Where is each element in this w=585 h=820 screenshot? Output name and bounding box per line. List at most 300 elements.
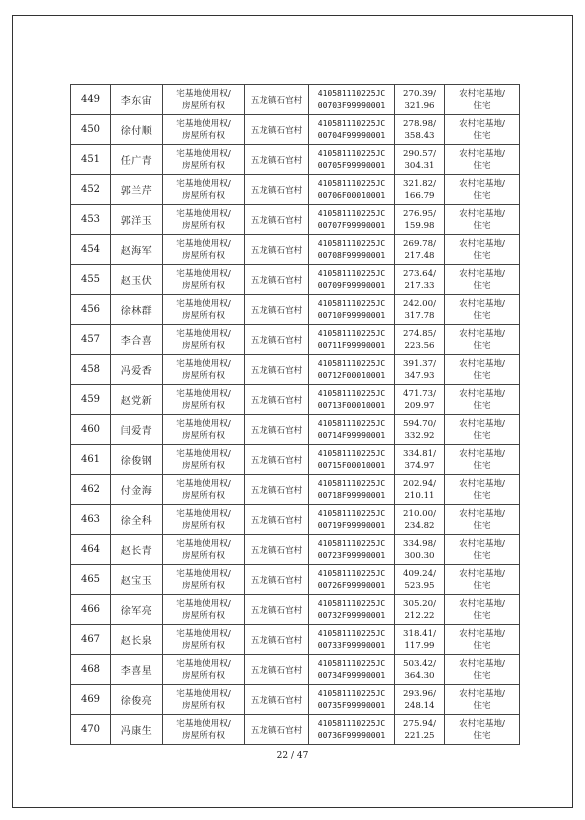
- row-number: 462: [71, 475, 111, 505]
- usage-line2: 住宅: [473, 520, 491, 531]
- unit-code: [309, 295, 395, 325]
- location: 五龙镇石官村: [245, 685, 309, 715]
- land-area: 202.94/: [403, 478, 436, 489]
- building-area: 117.99: [404, 640, 435, 651]
- usage: [445, 325, 520, 355]
- right-type: [163, 235, 245, 265]
- right-type-line1: 宅基地使用权/: [176, 448, 231, 459]
- unit-code-line1: 410581110225JC: [317, 598, 386, 608]
- unit-code-line1: 410581110225JC: [317, 538, 386, 548]
- row-number: 470: [71, 715, 111, 745]
- unit-code-line2: 00733F99990001: [317, 640, 386, 650]
- usage-line1: 农村宅基地/: [459, 208, 505, 219]
- location: 五龙镇石官村: [245, 385, 309, 415]
- usage-line2: 住宅: [473, 130, 491, 141]
- land-area: 594.70/: [403, 418, 436, 429]
- row-number: 467: [71, 625, 111, 655]
- land-area: 290.57/: [403, 148, 436, 159]
- right-type-line1: 宅基地使用权/: [176, 688, 231, 699]
- unit-code-line1: 410581110225JC: [317, 718, 386, 728]
- usage: [445, 715, 520, 745]
- row-number: 455: [71, 265, 111, 295]
- location: 五龙镇石官村: [245, 205, 309, 235]
- location: 五龙镇石官村: [245, 535, 309, 565]
- unit-code: [309, 655, 395, 685]
- right-type-line2: 房屋所有权: [182, 370, 225, 381]
- holder-name: 郭兰芹: [111, 175, 163, 205]
- usage-line1: 农村宅基地/: [459, 238, 505, 249]
- unit-code-line1: 410581110225JC: [317, 148, 386, 158]
- building-area: 234.82: [404, 520, 435, 531]
- usage: [445, 475, 520, 505]
- right-type-line2: 房屋所有权: [182, 160, 225, 171]
- usage-line2: 住宅: [473, 280, 491, 291]
- unit-code-line2: 00732F99990001: [317, 610, 386, 620]
- land-area: 305.20/: [403, 598, 436, 609]
- land-area: 278.98/: [403, 118, 436, 129]
- table-row: [71, 655, 520, 685]
- table-row: [71, 445, 520, 475]
- building-area: 347.93: [404, 370, 435, 381]
- unit-code-line1: 410581110225JC: [317, 328, 386, 338]
- usage-line1: 农村宅基地/: [459, 688, 505, 699]
- row-number: 452: [71, 175, 111, 205]
- usage-line1: 农村宅基地/: [459, 538, 505, 549]
- holder-name: 徐军亮: [111, 595, 163, 625]
- usage-line2: 住宅: [473, 400, 491, 411]
- right-type: [163, 625, 245, 655]
- building-area: 209.97: [404, 400, 435, 411]
- usage-line2: 住宅: [473, 430, 491, 441]
- right-type-line1: 宅基地使用权/: [176, 658, 231, 669]
- holder-name: 赵海军: [111, 235, 163, 265]
- building-area: 166.79: [404, 190, 435, 201]
- location: 五龙镇石官村: [245, 295, 309, 325]
- unit-code: [309, 595, 395, 625]
- unit-code-line2: 00715F00010001: [317, 460, 386, 470]
- area: [395, 595, 445, 625]
- location: 五龙镇石官村: [245, 625, 309, 655]
- location: 五龙镇石官村: [245, 715, 309, 745]
- usage-line1: 农村宅基地/: [459, 88, 505, 99]
- right-type-line2: 房屋所有权: [182, 220, 225, 231]
- right-type: [163, 715, 245, 745]
- holder-name: 徐俊亮: [111, 685, 163, 715]
- table-body: [71, 85, 520, 745]
- building-area: 317.78: [404, 310, 435, 321]
- holder-name: 赵长泉: [111, 625, 163, 655]
- right-type-line2: 房屋所有权: [182, 190, 225, 201]
- land-area: 391.37/: [403, 358, 436, 369]
- location: 五龙镇石官村: [245, 115, 309, 145]
- row-number: 463: [71, 505, 111, 535]
- area: [395, 205, 445, 235]
- area: [395, 625, 445, 655]
- right-type: [163, 685, 245, 715]
- table-row: [71, 505, 520, 535]
- usage: [445, 655, 520, 685]
- location: 五龙镇石官村: [245, 145, 309, 175]
- table-row: [71, 415, 520, 445]
- holder-name: 赵玉伏: [111, 265, 163, 295]
- location: 五龙镇石官村: [245, 595, 309, 625]
- holder-name: 徐俊钢: [111, 445, 163, 475]
- row-number: 449: [71, 85, 111, 115]
- land-area: 269.78/: [403, 238, 436, 249]
- area: [395, 475, 445, 505]
- usage-line1: 农村宅基地/: [459, 478, 505, 489]
- right-type: [163, 535, 245, 565]
- right-type-line2: 房屋所有权: [182, 460, 225, 471]
- row-number: 459: [71, 385, 111, 415]
- holder-name: 闫爱青: [111, 415, 163, 445]
- unit-code-line1: 410581110225JC: [317, 658, 386, 668]
- usage-line2: 住宅: [473, 340, 491, 351]
- unit-code-line2: 00719F99990001: [317, 520, 386, 530]
- table-row: [71, 595, 520, 625]
- unit-code-line2: 00713F00010001: [317, 400, 386, 410]
- unit-code-line1: 410581110225JC: [317, 178, 386, 188]
- building-area: 523.95: [404, 580, 435, 591]
- unit-code: [309, 205, 395, 235]
- unit-code-line1: 410581110225JC: [317, 628, 386, 638]
- land-area: 318.41/: [403, 628, 436, 639]
- building-area: 300.30: [404, 550, 435, 561]
- right-type: [163, 505, 245, 535]
- unit-code-line2: 00736F99990001: [317, 730, 386, 740]
- location: 五龙镇石官村: [245, 505, 309, 535]
- usage: [445, 145, 520, 175]
- location: 五龙镇石官村: [245, 175, 309, 205]
- unit-code: [309, 625, 395, 655]
- usage: [445, 445, 520, 475]
- usage-line2: 住宅: [473, 490, 491, 501]
- usage: [445, 205, 520, 235]
- unit-code: [309, 85, 395, 115]
- usage-line2: 住宅: [473, 460, 491, 471]
- table-row: [71, 535, 520, 565]
- usage-line2: 住宅: [473, 310, 491, 321]
- usage-line1: 农村宅基地/: [459, 598, 505, 609]
- location: 五龙镇石官村: [245, 415, 309, 445]
- location: 五龙镇石官村: [245, 445, 309, 475]
- holder-name: 徐林群: [111, 295, 163, 325]
- usage: [445, 385, 520, 415]
- land-area: 321.82/: [403, 178, 436, 189]
- unit-code-line2: 00709F99990001: [317, 280, 386, 290]
- unit-code-line2: 00711F99990001: [317, 340, 386, 350]
- unit-code-line2: 00703F99990001: [317, 100, 386, 110]
- area: [395, 415, 445, 445]
- usage-line1: 农村宅基地/: [459, 388, 505, 399]
- unit-code-line1: 410581110225JC: [317, 418, 386, 428]
- usage-line2: 住宅: [473, 220, 491, 231]
- building-area: 304.31: [404, 160, 435, 171]
- right-type-line2: 房屋所有权: [182, 610, 225, 621]
- unit-code-line2: 00705F99990001: [317, 160, 386, 170]
- land-area: 293.96/: [403, 688, 436, 699]
- area: [395, 325, 445, 355]
- unit-code-line2: 00708F99990001: [317, 250, 386, 260]
- right-type-line1: 宅基地使用权/: [176, 538, 231, 549]
- holder-name: 赵党新: [111, 385, 163, 415]
- usage-line2: 住宅: [473, 370, 491, 381]
- usage-line2: 住宅: [473, 640, 491, 651]
- unit-code-line2: 00707F99990001: [317, 220, 386, 230]
- unit-code-line1: 410581110225JC: [317, 448, 386, 458]
- area: [395, 145, 445, 175]
- table-row: [71, 355, 520, 385]
- right-type-line2: 房屋所有权: [182, 670, 225, 681]
- holder-name: 赵宝玉: [111, 565, 163, 595]
- usage: [445, 535, 520, 565]
- holder-name: 郭洋玉: [111, 205, 163, 235]
- row-number: 458: [71, 355, 111, 385]
- table-row: [71, 85, 520, 115]
- row-number: 450: [71, 115, 111, 145]
- right-type-line1: 宅基地使用权/: [176, 298, 231, 309]
- location: 五龙镇石官村: [245, 265, 309, 295]
- right-type: [163, 295, 245, 325]
- table-row: [71, 235, 520, 265]
- unit-code-line2: 00712F00010001: [317, 370, 386, 380]
- unit-code-line1: 410581110225JC: [317, 238, 386, 248]
- right-type-line1: 宅基地使用权/: [176, 388, 231, 399]
- building-area: 212.22: [404, 610, 435, 621]
- usage: [445, 235, 520, 265]
- right-type-line2: 房屋所有权: [182, 640, 225, 651]
- table-row: [71, 265, 520, 295]
- usage-line1: 农村宅基地/: [459, 418, 505, 429]
- building-area: 221.25: [404, 730, 435, 741]
- unit-code-line1: 410581110225JC: [317, 118, 386, 128]
- area: [395, 115, 445, 145]
- building-area: 210.11: [404, 490, 435, 501]
- unit-code-line1: 410581110225JC: [317, 688, 386, 698]
- row-number: 456: [71, 295, 111, 325]
- holder-name: 赵长青: [111, 535, 163, 565]
- unit-code: [309, 235, 395, 265]
- right-type: [163, 355, 245, 385]
- land-area: 273.64/: [403, 268, 436, 279]
- building-area: 374.97: [404, 460, 435, 471]
- row-number: 468: [71, 655, 111, 685]
- right-type-line1: 宅基地使用权/: [176, 418, 231, 429]
- row-number: 453: [71, 205, 111, 235]
- table-row: [71, 205, 520, 235]
- table-row: [71, 295, 520, 325]
- usage-line2: 住宅: [473, 550, 491, 561]
- area: [395, 385, 445, 415]
- building-area: 364.30: [404, 670, 435, 681]
- unit-code-line2: 00706F00010001: [317, 190, 386, 200]
- right-type-line2: 房屋所有权: [182, 520, 225, 531]
- right-type: [163, 385, 245, 415]
- right-type-line1: 宅基地使用权/: [176, 118, 231, 129]
- usage: [445, 85, 520, 115]
- right-type-line2: 房屋所有权: [182, 550, 225, 561]
- right-type-line2: 房屋所有权: [182, 580, 225, 591]
- row-number: 460: [71, 415, 111, 445]
- right-type: [163, 265, 245, 295]
- right-type-line1: 宅基地使用权/: [176, 358, 231, 369]
- row-number: 457: [71, 325, 111, 355]
- unit-code: [309, 685, 395, 715]
- area: [395, 715, 445, 745]
- right-type-line2: 房屋所有权: [182, 250, 225, 261]
- right-type-line1: 宅基地使用权/: [176, 568, 231, 579]
- building-area: 217.33: [404, 280, 435, 291]
- right-type: [163, 415, 245, 445]
- holder-name: 李东宙: [111, 85, 163, 115]
- right-type-line1: 宅基地使用权/: [176, 478, 231, 489]
- table-row: [71, 325, 520, 355]
- land-area: 334.81/: [403, 448, 436, 459]
- location: 五龙镇石官村: [245, 235, 309, 265]
- right-type-line2: 房屋所有权: [182, 490, 225, 501]
- usage-line1: 农村宅基地/: [459, 148, 505, 159]
- right-type-line2: 房屋所有权: [182, 400, 225, 411]
- unit-code: [309, 385, 395, 415]
- usage-line1: 农村宅基地/: [459, 328, 505, 339]
- unit-code-line2: 00734F99990001: [317, 670, 386, 680]
- right-type: [163, 445, 245, 475]
- area: [395, 175, 445, 205]
- unit-code-line2: 00726F99990001: [317, 580, 386, 590]
- table-row: [71, 145, 520, 175]
- land-area: 270.39/: [403, 88, 436, 99]
- usage: [445, 685, 520, 715]
- right-type-line1: 宅基地使用权/: [176, 208, 231, 219]
- usage-line1: 农村宅基地/: [459, 448, 505, 459]
- right-type: [163, 655, 245, 685]
- location: 五龙镇石官村: [245, 475, 309, 505]
- table-row: [71, 175, 520, 205]
- area: [395, 535, 445, 565]
- right-type-line2: 房屋所有权: [182, 280, 225, 291]
- table-row: [71, 715, 520, 745]
- right-type: [163, 145, 245, 175]
- usage-line2: 住宅: [473, 100, 491, 111]
- right-type-line1: 宅基地使用权/: [176, 238, 231, 249]
- area: [395, 685, 445, 715]
- area: [395, 445, 445, 475]
- unit-code-line2: 00714F99990001: [317, 430, 386, 440]
- usage: [445, 355, 520, 385]
- usage: [445, 625, 520, 655]
- building-area: 159.98: [404, 220, 435, 231]
- area: [395, 505, 445, 535]
- holder-name: 冯爱香: [111, 355, 163, 385]
- right-type-line1: 宅基地使用权/: [176, 178, 231, 189]
- area: [395, 235, 445, 265]
- area: [395, 295, 445, 325]
- usage-line1: 农村宅基地/: [459, 298, 505, 309]
- right-type-line1: 宅基地使用权/: [176, 628, 231, 639]
- right-type-line1: 宅基地使用权/: [176, 148, 231, 159]
- usage-line1: 农村宅基地/: [459, 508, 505, 519]
- unit-code-line2: 00718F99990001: [317, 490, 386, 500]
- usage-line1: 农村宅基地/: [459, 118, 505, 129]
- unit-code-line1: 410581110225JC: [317, 568, 386, 578]
- unit-code: [309, 505, 395, 535]
- unit-code: [309, 565, 395, 595]
- building-area: 248.14: [404, 700, 435, 711]
- land-area: 503.42/: [403, 658, 436, 669]
- unit-code-line1: 410581110225JC: [317, 358, 386, 368]
- location: 五龙镇石官村: [245, 85, 309, 115]
- area: [395, 565, 445, 595]
- row-number: 464: [71, 535, 111, 565]
- holder-name: 徐全科: [111, 505, 163, 535]
- holder-name: 付金海: [111, 475, 163, 505]
- table-row: [71, 475, 520, 505]
- unit-code-line2: 00735F99990001: [317, 700, 386, 710]
- right-type: [163, 595, 245, 625]
- right-type: [163, 205, 245, 235]
- table-row: [71, 385, 520, 415]
- unit-code-line2: 00710F99990001: [317, 310, 386, 320]
- usage-line1: 农村宅基地/: [459, 718, 505, 729]
- right-type: [163, 475, 245, 505]
- row-number: 451: [71, 145, 111, 175]
- land-area: 242.00/: [403, 298, 436, 309]
- unit-code-line1: 410581110225JC: [317, 478, 386, 488]
- right-type-line1: 宅基地使用权/: [176, 88, 231, 99]
- usage-line1: 农村宅基地/: [459, 178, 505, 189]
- table-row: [71, 565, 520, 595]
- building-area: 223.56: [404, 340, 435, 351]
- land-area: 274.85/: [403, 328, 436, 339]
- unit-code-line2: 00704F99990001: [317, 130, 386, 140]
- area: [395, 85, 445, 115]
- right-type-line2: 房屋所有权: [182, 700, 225, 711]
- area: [395, 265, 445, 295]
- unit-code: [309, 355, 395, 385]
- usage-line1: 农村宅基地/: [459, 358, 505, 369]
- unit-code: [309, 715, 395, 745]
- right-type: [163, 565, 245, 595]
- unit-code: [309, 475, 395, 505]
- usage: [445, 175, 520, 205]
- usage-line1: 农村宅基地/: [459, 658, 505, 669]
- unit-code: [309, 415, 395, 445]
- right-type: [163, 115, 245, 145]
- usage: [445, 295, 520, 325]
- right-type-line2: 房屋所有权: [182, 730, 225, 741]
- usage-line2: 住宅: [473, 610, 491, 621]
- row-number: 469: [71, 685, 111, 715]
- land-area: 471.73/: [403, 388, 436, 399]
- usage-line2: 住宅: [473, 250, 491, 261]
- usage-line2: 住宅: [473, 700, 491, 711]
- unit-code: [309, 325, 395, 355]
- usage: [445, 505, 520, 535]
- usage-line1: 农村宅基地/: [459, 628, 505, 639]
- right-type-line1: 宅基地使用权/: [176, 328, 231, 339]
- unit-code-line1: 410581110225JC: [317, 88, 386, 98]
- area: [395, 655, 445, 685]
- building-area: 332.92: [404, 430, 435, 441]
- area: [395, 355, 445, 385]
- right-type-line1: 宅基地使用权/: [176, 508, 231, 519]
- usage-line2: 住宅: [473, 670, 491, 681]
- usage-line1: 农村宅基地/: [459, 568, 505, 579]
- building-area: 217.48: [404, 250, 435, 261]
- right-type-line1: 宅基地使用权/: [176, 598, 231, 609]
- land-area: 210.00/: [403, 508, 436, 519]
- unit-code-line1: 410581110225JC: [317, 298, 386, 308]
